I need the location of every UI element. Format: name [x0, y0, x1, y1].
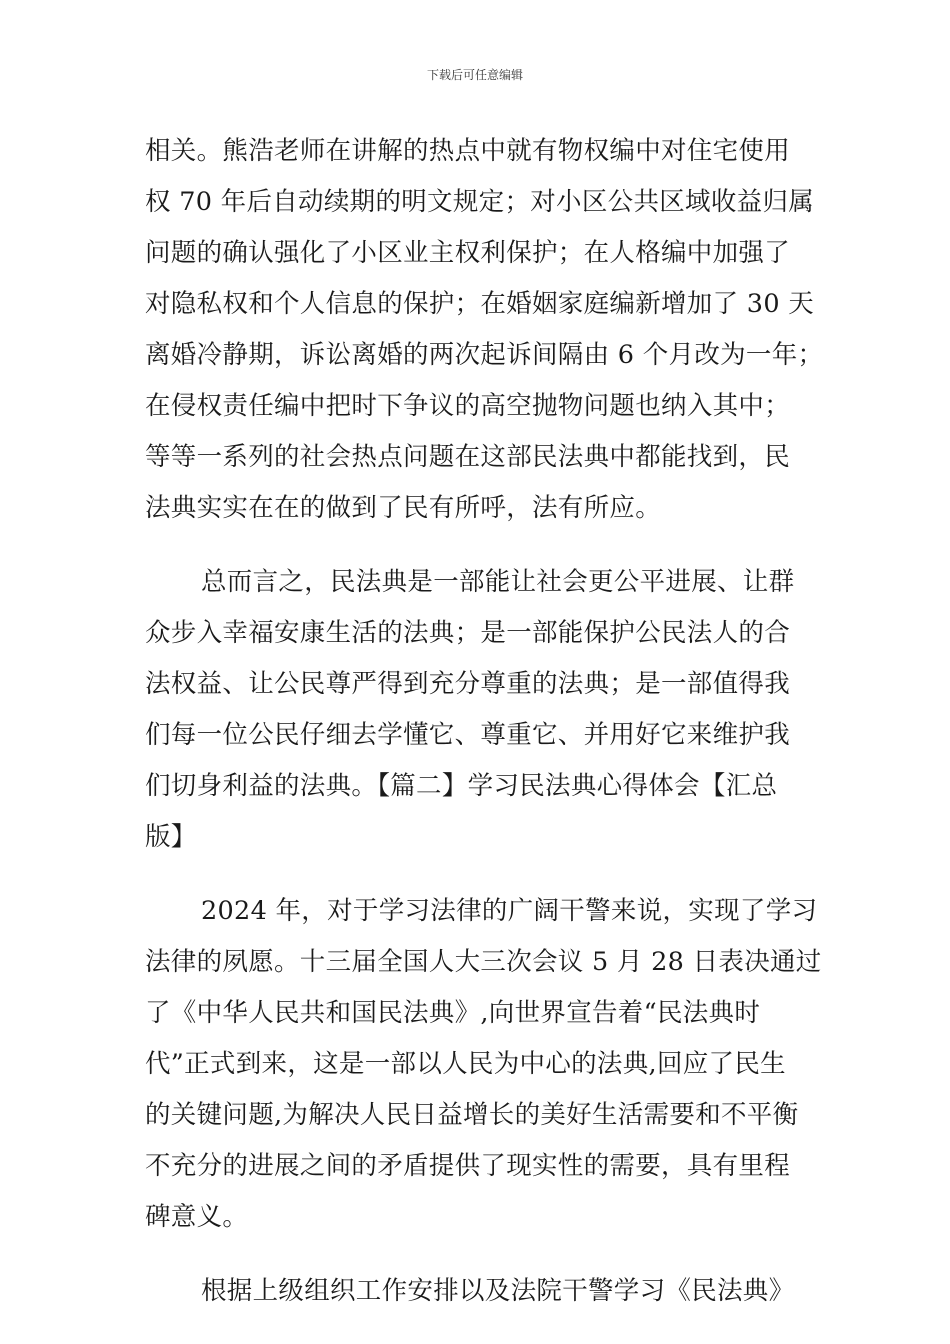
text-line: 法典实实在在的做到了民有所呼，法有所应。	[145, 493, 662, 523]
text-line: 众步入幸福安康生活的法典；是一部能保护公民法人的合	[145, 618, 791, 648]
text-line: 代”正式到来，这是一部以人民为中心的法典,回应了民生	[145, 1049, 786, 1079]
paragraph-3	[145, 886, 822, 1243]
text-line: 了《中华人民共和国民法典》,向世界宣告着“民法典时	[145, 998, 761, 1028]
text-line: 权 70 年后自动续期的明文规定；对小区公共区域收益归属	[145, 187, 815, 217]
text-line: 们每一位公民仔细去学懂它、尊重它、并用好它来维护我	[145, 720, 791, 750]
text-line: 法权益、让公民尊严得到充分尊重的法典；是一部值得我	[145, 669, 791, 699]
text-line: 等等一系列的社会热点问题在这部民法典中都能找到，民	[145, 442, 791, 472]
paragraph-1	[145, 126, 824, 534]
text-line: 相关。熊浩老师在讲解的热点中就有物权编中对住宅使用	[145, 136, 791, 166]
document-body	[145, 126, 824, 1317]
text-line: 离婚冷静期，诉讼离婚的两次起诉间隔由 6 个月改为一年；	[145, 340, 824, 370]
paragraph-2	[145, 557, 810, 863]
text-line: 不充分的进展之间的矛盾提供了现实性的需要，具有里程	[145, 1151, 791, 1181]
text-line: 问题的确认强化了小区业主权利保护；在人格编中加强了	[145, 238, 791, 268]
text-line: 总而言之，民法典是一部能让社会更公平进展、让群	[201, 567, 795, 597]
text-line: 的关键问题,为解决人民日益增长的美好生活需要和不平衡	[145, 1100, 799, 1130]
text-line: 法律的夙愿。十三届全国人大三次会议 5 月 28 日表决通过	[145, 947, 822, 977]
paragraph-4	[145, 1266, 810, 1317]
page-header: 下载后可任意编辑	[426, 68, 523, 82]
text-line: 版】	[145, 822, 197, 852]
text-line: 根据上级组织工作安排以及法院干警学习《民法典》	[201, 1276, 795, 1306]
text-line: 们切身利益的法典。【篇二】学习民法典心得体会【汇总	[145, 771, 778, 801]
text-line: 在侵权责任编中把时下争议的高空抛物问题也纳入其中；	[145, 391, 791, 421]
text-line: 2024 年，对于学习法律的广阔干警来说，实现了学习	[201, 896, 818, 926]
text-line: 碑意义。	[145, 1202, 249, 1232]
text-line: 对隐私权和个人信息的保护；在婚姻家庭编新增加了 30 天	[145, 289, 815, 319]
